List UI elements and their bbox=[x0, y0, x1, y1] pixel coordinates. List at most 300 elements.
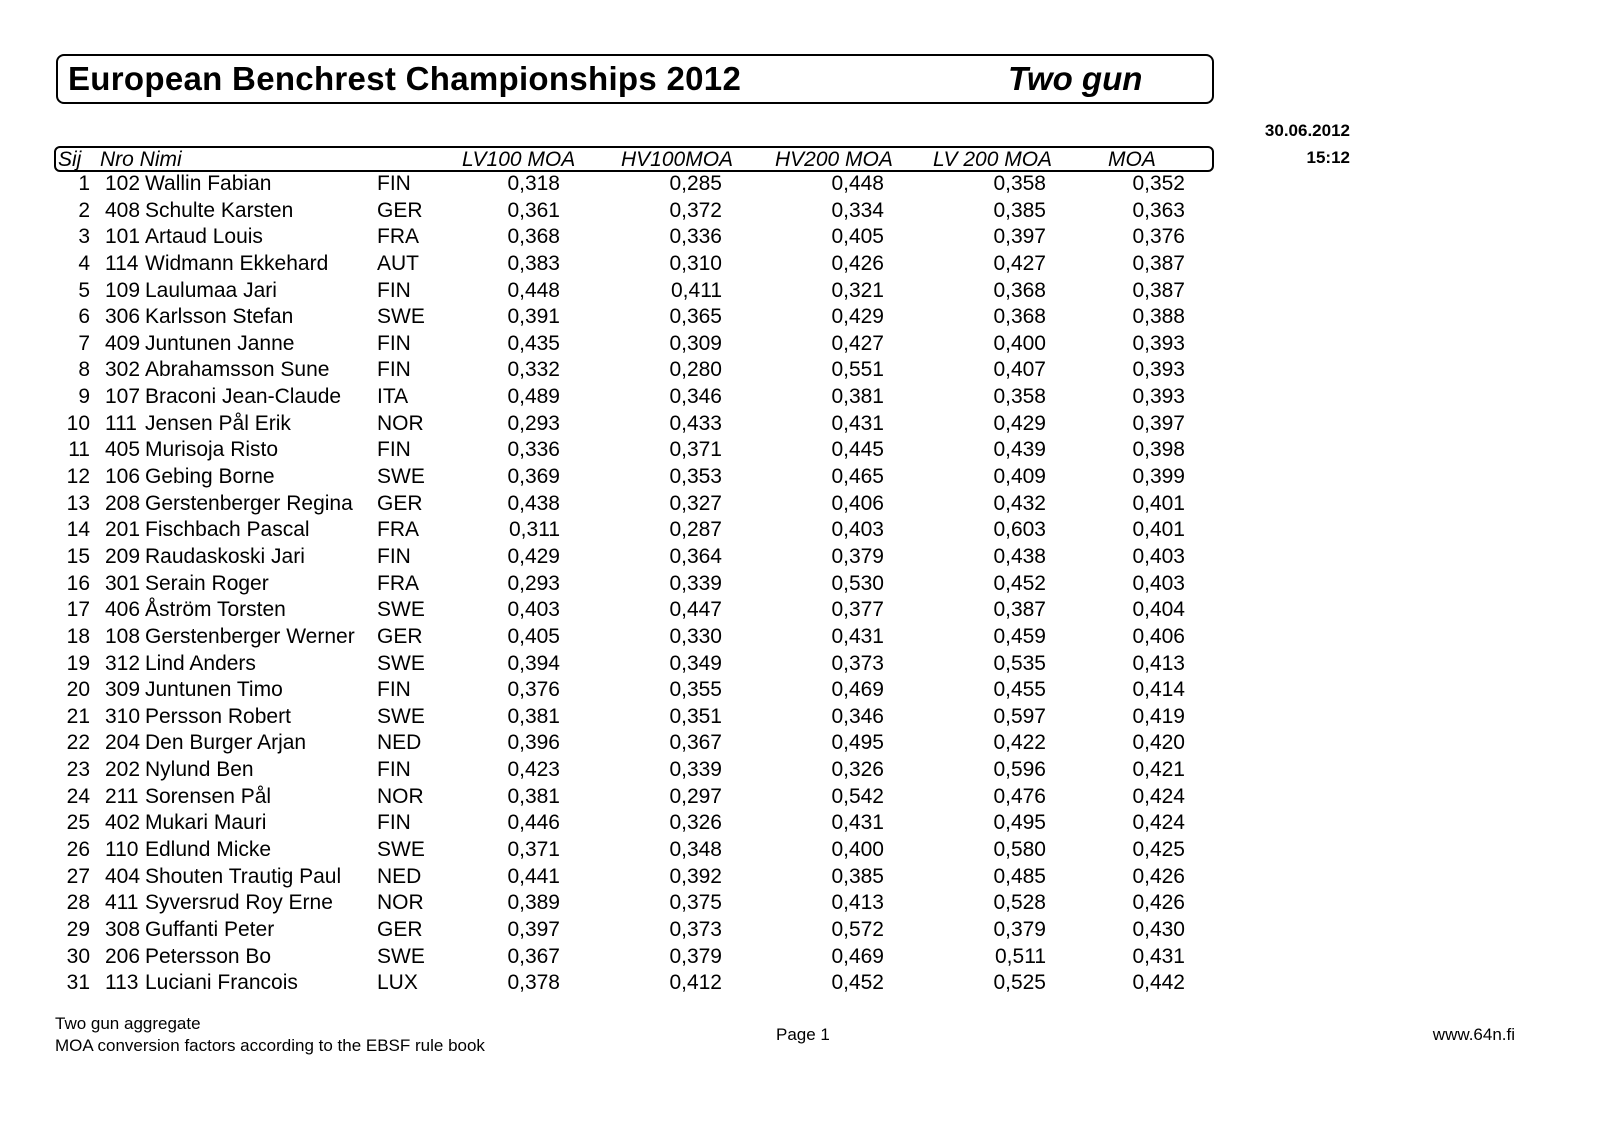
moa-cell: 0,387 bbox=[1132, 278, 1185, 302]
moa-cell: 0,426 bbox=[1132, 864, 1185, 888]
rank-cell: 10 bbox=[66, 411, 90, 435]
moa-cell: 0,419 bbox=[1132, 704, 1185, 728]
hv100-cell: 0,353 bbox=[669, 465, 722, 489]
hv100-cell: 0,310 bbox=[669, 251, 722, 275]
lv100-cell: 0,396 bbox=[507, 731, 560, 755]
name-cell: Nylund Ben bbox=[145, 758, 254, 782]
moa-cell: 0,401 bbox=[1132, 518, 1185, 542]
nro-cell: 109 bbox=[105, 278, 141, 302]
table-row bbox=[0, 918, 1600, 945]
moa-cell: 0,388 bbox=[1132, 305, 1185, 329]
moa-cell: 0,421 bbox=[1132, 758, 1185, 782]
hv100-cell: 0,372 bbox=[669, 198, 722, 222]
lv100-cell: 0,394 bbox=[507, 651, 560, 675]
rank-cell: 30 bbox=[66, 944, 90, 968]
nro-cell: 306 bbox=[105, 305, 141, 329]
moa-cell: 0,424 bbox=[1132, 811, 1185, 835]
nation-cell: GER bbox=[377, 624, 423, 648]
lv100-cell: 0,332 bbox=[507, 358, 560, 382]
hv200-cell: 0,448 bbox=[831, 172, 884, 195]
name-cell: Braconi Jean-Claude bbox=[145, 385, 342, 409]
hv100-cell: 0,412 bbox=[669, 971, 722, 995]
table-row bbox=[0, 518, 1600, 545]
moa-cell: 0,352 bbox=[1132, 172, 1185, 195]
lv200-cell: 0,387 bbox=[993, 598, 1046, 622]
lv100-cell: 0,381 bbox=[507, 784, 560, 808]
lv100-cell: 0,311 bbox=[509, 518, 560, 542]
hv200-cell: 0,465 bbox=[831, 465, 884, 489]
nation-cell: GER bbox=[377, 198, 423, 222]
nation-cell: FIN bbox=[377, 758, 411, 782]
hv100-cell: 0,371 bbox=[669, 438, 722, 462]
hv100-cell: 0,297 bbox=[669, 784, 722, 808]
table-row bbox=[0, 838, 1600, 865]
lv200-cell: 0,358 bbox=[993, 385, 1046, 409]
lv200-cell: 0,596 bbox=[993, 758, 1046, 782]
moa-cell: 0,393 bbox=[1132, 385, 1185, 409]
nation-cell: SWE bbox=[377, 651, 425, 675]
hv200-cell: 0,403 bbox=[831, 518, 884, 542]
rank-cell: 25 bbox=[66, 811, 90, 835]
hv100-cell: 0,330 bbox=[669, 624, 722, 648]
table-row bbox=[0, 758, 1600, 785]
name-cell: Edlund Micke bbox=[145, 838, 272, 862]
hv200-cell: 0,530 bbox=[831, 571, 884, 595]
nation-cell: FIN bbox=[377, 678, 411, 702]
name-cell: Lind Anders bbox=[145, 651, 256, 675]
nro-cell: 302 bbox=[105, 358, 141, 382]
table-row bbox=[0, 945, 1600, 972]
rank-cell: 13 bbox=[66, 491, 90, 515]
lv200-cell: 0,379 bbox=[993, 917, 1046, 941]
rank-cell: 8 bbox=[78, 358, 90, 382]
table-row bbox=[0, 678, 1600, 705]
lv200-cell: 0,580 bbox=[993, 838, 1046, 862]
nation-cell: FIN bbox=[377, 278, 411, 302]
hv100-cell: 0,285 bbox=[669, 172, 722, 195]
rank-cell: 29 bbox=[66, 917, 90, 941]
nation-cell: AUT bbox=[377, 251, 419, 275]
lv100-cell: 0,435 bbox=[507, 331, 560, 355]
table-row bbox=[0, 865, 1600, 892]
nation-cell: FIN bbox=[377, 358, 411, 382]
table-row bbox=[0, 305, 1600, 332]
hv200-cell: 0,379 bbox=[831, 544, 884, 568]
lv200-cell: 0,597 bbox=[993, 704, 1046, 728]
table-row bbox=[0, 705, 1600, 732]
nation-cell: SWE bbox=[377, 944, 425, 968]
table-row bbox=[0, 572, 1600, 599]
hv100-cell: 0,348 bbox=[669, 838, 722, 862]
name-cell: Laulumaa Jari bbox=[145, 278, 277, 302]
rank-cell: 1 bbox=[78, 172, 90, 195]
name-cell: Wallin Fabian bbox=[145, 172, 272, 195]
nation-cell: GER bbox=[377, 491, 423, 515]
hv100-cell: 0,392 bbox=[669, 864, 722, 888]
table-row bbox=[0, 652, 1600, 679]
nro-cell: 411 bbox=[105, 891, 139, 915]
name-cell: Abrahamsson Sune bbox=[145, 358, 330, 382]
name-cell: Mukari Mauri bbox=[145, 811, 267, 835]
nation-cell: NED bbox=[377, 731, 422, 755]
nro-cell: 114 bbox=[105, 251, 139, 275]
nro-cell: 408 bbox=[105, 198, 141, 222]
hv200-cell: 0,431 bbox=[831, 811, 884, 835]
hv200-cell: 0,321 bbox=[831, 278, 884, 302]
lv200-cell: 0,452 bbox=[993, 571, 1046, 595]
hv200-cell: 0,413 bbox=[831, 891, 884, 915]
table-row bbox=[0, 891, 1600, 918]
rank-cell: 19 bbox=[66, 651, 90, 675]
lv100-cell: 0,397 bbox=[507, 917, 560, 941]
lv200-cell: 0,439 bbox=[993, 438, 1046, 462]
name-cell: Raudaskoski Jari bbox=[145, 544, 305, 568]
table-row bbox=[0, 199, 1600, 226]
lv200-cell: 0,368 bbox=[993, 278, 1046, 302]
nro-cell: 310 bbox=[105, 704, 141, 728]
header-moa: MOA bbox=[1108, 148, 1156, 171]
hv100-cell: 0,287 bbox=[669, 518, 722, 542]
lv100-cell: 0,383 bbox=[507, 251, 560, 275]
lv100-cell: 0,361 bbox=[507, 198, 560, 222]
nro-cell: 405 bbox=[105, 438, 141, 462]
lv200-cell: 0,438 bbox=[993, 544, 1046, 568]
footer-note-conversion: MOA conversion factors according to the EBSF rule book bbox=[55, 1036, 485, 1055]
rank-cell: 2 bbox=[78, 198, 90, 222]
hv200-cell: 0,377 bbox=[831, 598, 884, 622]
rank-cell: 7 bbox=[78, 331, 90, 355]
hv200-cell: 0,427 bbox=[831, 331, 884, 355]
moa-cell: 0,401 bbox=[1132, 491, 1185, 515]
hv200-cell: 0,346 bbox=[831, 704, 884, 728]
nation-cell: FIN bbox=[377, 811, 411, 835]
nation-cell: NED bbox=[377, 864, 422, 888]
hv100-cell: 0,339 bbox=[669, 571, 722, 595]
rank-cell: 11 bbox=[68, 438, 90, 462]
hv100-cell: 0,365 bbox=[669, 305, 722, 329]
name-cell: Murisoja Risto bbox=[145, 438, 279, 462]
hv100-cell: 0,367 bbox=[669, 731, 722, 755]
name-cell: Schulte Karsten bbox=[145, 198, 294, 222]
table-row bbox=[0, 252, 1600, 279]
website-link[interactable]: www.64n.fi bbox=[1432, 1025, 1515, 1044]
table-row bbox=[0, 971, 1600, 998]
lv100-cell: 0,446 bbox=[507, 811, 560, 835]
lv100-cell: 0,293 bbox=[507, 411, 560, 435]
moa-cell: 0,403 bbox=[1132, 571, 1185, 595]
hv200-cell: 0,452 bbox=[831, 971, 884, 995]
moa-cell: 0,420 bbox=[1132, 731, 1185, 755]
lv100-cell: 0,429 bbox=[507, 544, 560, 568]
hv100-cell: 0,309 bbox=[669, 331, 722, 355]
name-cell: Gerstenberger Werner bbox=[145, 624, 355, 648]
lv100-cell: 0,371 bbox=[507, 838, 560, 862]
table-row bbox=[0, 625, 1600, 652]
header-lv200: LV 200 MOA bbox=[933, 148, 1053, 171]
lv100-cell: 0,403 bbox=[507, 598, 560, 622]
rank-cell: 5 bbox=[78, 278, 90, 302]
moa-cell: 0,363 bbox=[1132, 198, 1185, 222]
lv200-cell: 0,495 bbox=[993, 811, 1046, 835]
name-cell: Den Burger Arjan bbox=[145, 731, 307, 755]
name-cell: Guffanti Peter bbox=[145, 917, 275, 941]
header-sij: Sij bbox=[58, 148, 82, 171]
lv100-cell: 0,381 bbox=[507, 704, 560, 728]
hv200-cell: 0,426 bbox=[831, 251, 884, 275]
rank-cell: 15 bbox=[66, 544, 90, 568]
nro-cell: 404 bbox=[105, 864, 141, 888]
rank-cell: 3 bbox=[78, 225, 90, 249]
nro-cell: 312 bbox=[105, 651, 141, 675]
hv200-cell: 0,326 bbox=[831, 758, 884, 782]
lv200-cell: 0,358 bbox=[993, 172, 1046, 195]
hv200-cell: 0,373 bbox=[831, 651, 884, 675]
lv200-cell: 0,455 bbox=[993, 678, 1046, 702]
moa-cell: 0,387 bbox=[1132, 251, 1185, 275]
page-subtitle: Two gun bbox=[1008, 60, 1143, 97]
hv200-cell: 0,400 bbox=[831, 838, 884, 862]
moa-cell: 0,397 bbox=[1132, 411, 1185, 435]
rank-cell: 17 bbox=[66, 598, 90, 622]
nation-cell: NOR bbox=[377, 891, 424, 915]
lv200-cell: 0,603 bbox=[993, 518, 1046, 542]
nation-cell: SWE bbox=[377, 598, 425, 622]
nro-cell: 201 bbox=[105, 518, 141, 542]
rank-cell: 24 bbox=[66, 784, 90, 808]
nation-cell: FRA bbox=[377, 225, 419, 249]
nro-cell: 309 bbox=[105, 678, 141, 702]
nation-cell: LUX bbox=[377, 971, 418, 995]
hv200-cell: 0,469 bbox=[831, 944, 884, 968]
lv100-cell: 0,378 bbox=[507, 971, 560, 995]
hv100-cell: 0,411 bbox=[671, 278, 722, 302]
name-cell: Petersson Bo bbox=[145, 944, 272, 968]
header-lv100: LV100 MOA bbox=[462, 148, 576, 171]
nation-cell: NOR bbox=[377, 784, 424, 808]
table-row bbox=[0, 279, 1600, 306]
table-row bbox=[0, 225, 1600, 252]
nation-cell: SWE bbox=[377, 838, 425, 862]
lv100-cell: 0,391 bbox=[507, 305, 560, 329]
nation-cell: FIN bbox=[377, 438, 411, 462]
nation-cell: FIN bbox=[377, 331, 411, 355]
moa-cell: 0,414 bbox=[1132, 678, 1185, 702]
page-number: Page 1 bbox=[776, 1025, 830, 1044]
lv100-cell: 0,448 bbox=[507, 278, 560, 302]
nation-cell: NOR bbox=[377, 411, 424, 435]
lv200-cell: 0,407 bbox=[993, 358, 1046, 382]
table-row bbox=[0, 385, 1600, 412]
moa-cell: 0,442 bbox=[1132, 971, 1185, 995]
rank-cell: 27 bbox=[66, 864, 90, 888]
lv100-cell: 0,318 bbox=[507, 172, 560, 195]
table-row bbox=[0, 545, 1600, 572]
footer-note-aggregate: Two gun aggregate bbox=[55, 1014, 201, 1033]
moa-cell: 0,404 bbox=[1132, 598, 1185, 622]
lv100-cell: 0,369 bbox=[507, 465, 560, 489]
hv100-cell: 0,349 bbox=[669, 651, 722, 675]
name-cell: Syversrud Roy Erne bbox=[145, 891, 333, 915]
rank-cell: 4 bbox=[78, 251, 90, 275]
nro-cell: 202 bbox=[105, 758, 141, 782]
lv200-cell: 0,385 bbox=[993, 198, 1046, 222]
lv100-cell: 0,438 bbox=[507, 491, 560, 515]
lv200-cell: 0,535 bbox=[993, 651, 1046, 675]
moa-cell: 0,424 bbox=[1132, 784, 1185, 808]
table-row bbox=[0, 438, 1600, 465]
moa-cell: 0,425 bbox=[1132, 838, 1185, 862]
moa-cell: 0,426 bbox=[1132, 891, 1185, 915]
lv100-cell: 0,389 bbox=[507, 891, 560, 915]
rank-cell: 12 bbox=[66, 465, 90, 489]
name-cell: Gebing Borne bbox=[145, 465, 275, 489]
name-cell: Sorensen Pål bbox=[145, 784, 272, 808]
nro-cell: 308 bbox=[105, 917, 141, 941]
lv200-cell: 0,476 bbox=[993, 784, 1046, 808]
name-cell: Juntunen Timo bbox=[145, 678, 283, 702]
hv200-cell: 0,334 bbox=[831, 198, 884, 222]
table-row bbox=[0, 731, 1600, 758]
rank-cell: 22 bbox=[66, 731, 90, 755]
name-cell: Gerstenberger Regina bbox=[145, 491, 353, 515]
hv100-cell: 0,375 bbox=[669, 891, 722, 915]
table-row bbox=[0, 492, 1600, 519]
hv100-cell: 0,364 bbox=[669, 544, 722, 568]
hv100-cell: 0,336 bbox=[669, 225, 722, 249]
lv100-cell: 0,336 bbox=[507, 438, 560, 462]
name-cell: Persson Robert bbox=[145, 704, 291, 728]
title-box bbox=[56, 54, 1214, 104]
lv100-cell: 0,423 bbox=[507, 758, 560, 782]
moa-cell: 0,393 bbox=[1132, 331, 1185, 355]
rank-cell: 18 bbox=[66, 624, 90, 648]
nation-cell: GER bbox=[377, 917, 423, 941]
lv200-cell: 0,432 bbox=[993, 491, 1046, 515]
hv200-cell: 0,445 bbox=[831, 438, 884, 462]
rank-cell: 20 bbox=[66, 678, 90, 702]
page-title: European Benchrest Championships 2012 bbox=[68, 60, 742, 97]
nro-cell: 108 bbox=[105, 624, 141, 648]
table-row bbox=[0, 465, 1600, 492]
nro-cell: 111 bbox=[105, 411, 137, 435]
nation-cell: FIN bbox=[377, 172, 411, 195]
rank-cell: 23 bbox=[66, 758, 90, 782]
moa-cell: 0,399 bbox=[1132, 465, 1185, 489]
hv200-cell: 0,381 bbox=[831, 385, 884, 409]
hv100-cell: 0,327 bbox=[669, 491, 722, 515]
hv200-cell: 0,551 bbox=[831, 358, 884, 382]
nation-cell: FRA bbox=[377, 518, 419, 542]
table-row bbox=[0, 412, 1600, 439]
hv200-cell: 0,385 bbox=[831, 864, 884, 888]
name-cell: Jensen Pål Erik bbox=[145, 411, 291, 435]
hv200-cell: 0,495 bbox=[831, 731, 884, 755]
rank-cell: 14 bbox=[66, 518, 90, 542]
report-date: 30.06.2012 bbox=[1264, 121, 1350, 140]
report-time: 15:12 bbox=[1306, 148, 1350, 167]
lv200-cell: 0,459 bbox=[993, 624, 1046, 648]
hv100-cell: 0,339 bbox=[669, 758, 722, 782]
hv100-cell: 0,355 bbox=[669, 678, 722, 702]
nro-cell: 106 bbox=[105, 465, 141, 489]
rank-cell: 6 bbox=[78, 305, 90, 329]
table-row bbox=[0, 598, 1600, 625]
table-header bbox=[54, 146, 1214, 172]
rank-cell: 31 bbox=[66, 971, 90, 995]
table-row bbox=[0, 811, 1600, 838]
nation-cell: SWE bbox=[377, 465, 425, 489]
nation-cell: ITA bbox=[377, 385, 409, 409]
nro-cell: 406 bbox=[105, 598, 141, 622]
nro-cell: 209 bbox=[105, 544, 141, 568]
name-cell: Artaud Louis bbox=[145, 225, 263, 249]
moa-cell: 0,398 bbox=[1132, 438, 1185, 462]
rank-cell: 16 bbox=[66, 571, 90, 595]
table-row bbox=[0, 172, 1600, 199]
lv200-cell: 0,525 bbox=[993, 971, 1046, 995]
hv200-cell: 0,431 bbox=[831, 624, 884, 648]
nro-cell: 101 bbox=[105, 225, 141, 249]
moa-cell: 0,406 bbox=[1132, 624, 1185, 648]
lv100-cell: 0,441 bbox=[507, 864, 560, 888]
table-row bbox=[0, 332, 1600, 359]
name-cell: Juntunen Janne bbox=[145, 331, 295, 355]
name-cell: Åström Torsten bbox=[145, 598, 286, 622]
lv100-cell: 0,367 bbox=[507, 944, 560, 968]
lv200-cell: 0,429 bbox=[993, 411, 1046, 435]
lv200-cell: 0,528 bbox=[993, 891, 1046, 915]
nro-cell: 206 bbox=[105, 944, 141, 968]
hv200-cell: 0,405 bbox=[831, 225, 884, 249]
moa-cell: 0,376 bbox=[1132, 225, 1185, 249]
nro-cell: 301 bbox=[105, 571, 141, 595]
lv200-cell: 0,511 bbox=[995, 944, 1046, 968]
hv200-cell: 0,542 bbox=[831, 784, 884, 808]
lv200-cell: 0,485 bbox=[993, 864, 1046, 888]
name-cell: Karlsson Stefan bbox=[145, 305, 294, 329]
header-hv200: HV200 MOA bbox=[775, 148, 893, 171]
hv100-cell: 0,447 bbox=[669, 598, 722, 622]
table-row bbox=[0, 358, 1600, 385]
name-cell: Widmann Ekkehard bbox=[145, 251, 329, 275]
nation-cell: FRA bbox=[377, 571, 419, 595]
moa-cell: 0,413 bbox=[1132, 651, 1185, 675]
nro-cell: 208 bbox=[105, 491, 141, 515]
header-hv100: HV100MOA bbox=[621, 148, 734, 171]
name-cell: Fischbach Pascal bbox=[145, 518, 310, 542]
hv100-cell: 0,280 bbox=[669, 358, 722, 382]
rank-cell: 28 bbox=[66, 891, 90, 915]
nation-cell: SWE bbox=[377, 305, 425, 329]
lv200-cell: 0,400 bbox=[993, 331, 1046, 355]
hv200-cell: 0,406 bbox=[831, 491, 884, 515]
lv200-cell: 0,397 bbox=[993, 225, 1046, 249]
name-cell: Shouten Trautig Paul bbox=[145, 864, 342, 888]
nro-cell: 402 bbox=[105, 811, 141, 835]
hv100-cell: 0,346 bbox=[669, 385, 722, 409]
hv100-cell: 0,433 bbox=[669, 411, 722, 435]
rank-cell: 9 bbox=[78, 385, 90, 409]
lv100-cell: 0,293 bbox=[507, 571, 560, 595]
lv100-cell: 0,368 bbox=[507, 225, 560, 249]
results-table bbox=[0, 172, 1600, 998]
lv100-cell: 0,376 bbox=[507, 678, 560, 702]
nro-cell: 102 bbox=[105, 172, 141, 195]
hv100-cell: 0,373 bbox=[669, 917, 722, 941]
moa-cell: 0,431 bbox=[1132, 944, 1185, 968]
hv200-cell: 0,429 bbox=[831, 305, 884, 329]
hv100-cell: 0,351 bbox=[669, 704, 722, 728]
